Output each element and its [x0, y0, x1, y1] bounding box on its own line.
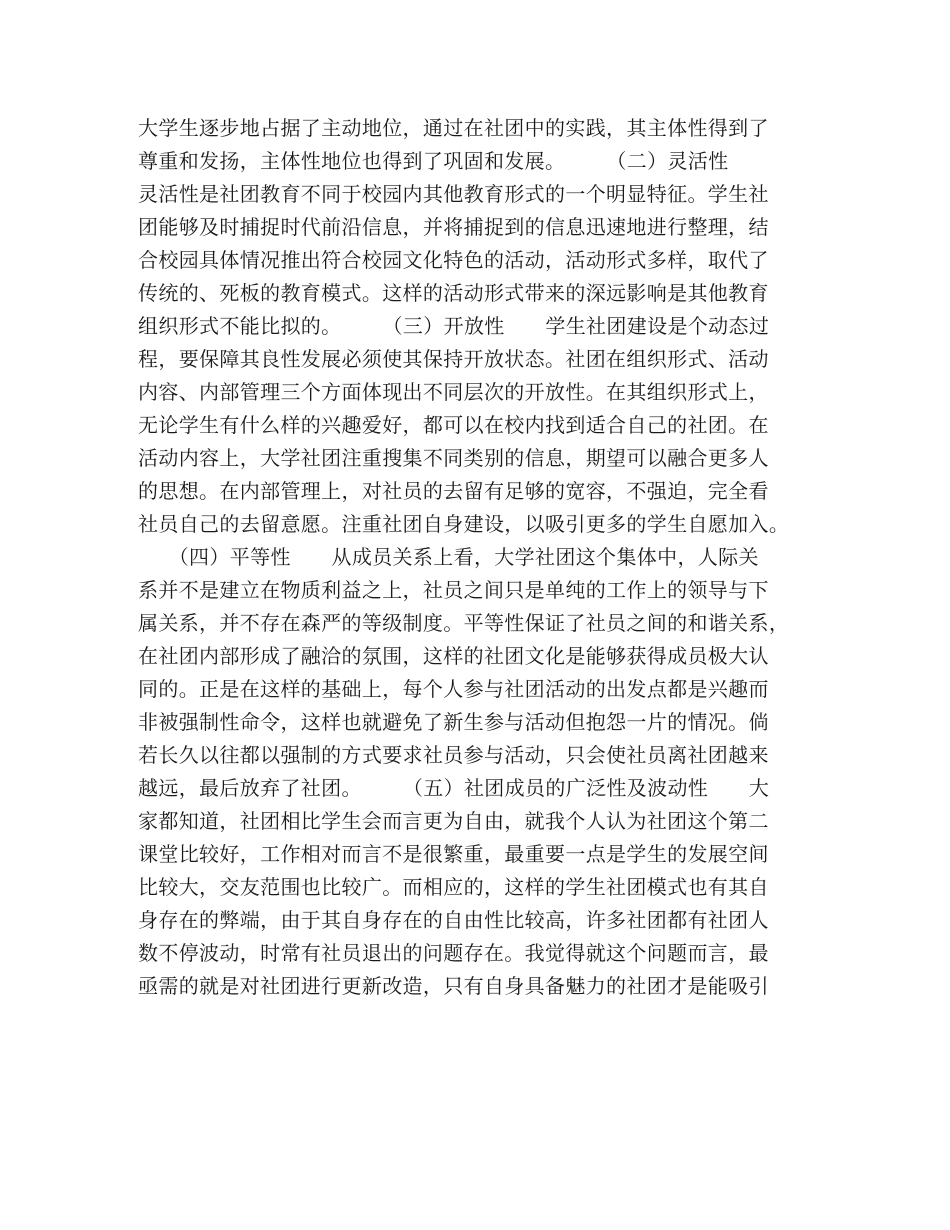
text-line: 身存在的弊端，由于其自身存在的自由性比较高，许多社团都有社团人	[138, 908, 769, 932]
text-line: 传统的、死板的教育模式。这样的活动形式带来的深远影响是其他教育	[138, 281, 769, 305]
text-line: 合校园具体情况推出符合校园文化特色的活动，活动形式多样，取代了	[138, 248, 769, 272]
text-line: 组织形式不能比拟的。 （三）开放性 学生社团建设是个动态过	[138, 314, 770, 338]
text-line: 团能够及时捕捉时代前沿信息，并将捕捉到的信息迅速地进行整理，结	[138, 215, 769, 239]
body-text	[138, 112, 822, 1003]
text-line: 在社团内部形成了融洽的氛围，这样的社团文化是能够获得成员极大认	[138, 644, 769, 668]
text-line: （四）平等性 从成员关系上看，大学社团这个集体中，人际关	[138, 545, 759, 569]
text-line: 系并不是建立在物质利益之上，社员之间只是单纯的工作上的领导与下	[138, 578, 769, 602]
text-line: 若长久以往都以强制的方式要求社员参与活动，只会使社员离社团越来	[138, 743, 769, 767]
text-line: 活动内容上，大学社团注重搜集不同类别的信息，期望可以融合更多人	[138, 446, 769, 470]
text-line: 比较大，交友范围也比较广。而相应的，这样的学生社团模式也有其自	[138, 875, 769, 899]
text-line: 尊重和发扬，主体性地位也得到了巩固和发展。 （二）灵活性	[138, 149, 729, 173]
text-line: 越远，最后放弃了社团。 （五）社团成员的广泛性及波动性 大	[138, 776, 770, 800]
text-line: 大学生逐步地占据了主动地位，通过在社团中的实践，其主体性得到了	[138, 116, 769, 140]
text-line: 社员自己的去留意愿。注重社团自身建设，以吸引更多的学生自愿加入。	[138, 512, 790, 536]
text-line: 内容、内部管理三个方面体现出不同层次的开放性。在其组织形式上，	[138, 380, 769, 404]
text-line: 无论学生有什么样的兴趣爱好，都可以在校内找到适合自己的社团。在	[138, 413, 769, 437]
text-line: 数不停波动，时常有社员退出的问题存在。我觉得就这个问题而言，最	[138, 941, 769, 965]
text-line: 同的。正是在这样的基础上，每个人参与社团活动的出发点都是兴趣而	[138, 677, 769, 701]
text-line: 课堂比较好，工作相对而言不是很繁重，最重要一点是学生的发展空间	[138, 842, 769, 866]
text-line: 的思想。在内部管理上，对社员的去留有足够的宽容，不强迫，完全看	[138, 479, 769, 503]
text-line: 亟需的就是对社团进行更新改造，只有自身具备魅力的社团才是能吸引	[138, 974, 769, 998]
text-line: 家都知道，社团相比学生会而言更为自由，就我个人认为社团这个第二	[138, 809, 769, 833]
text-line: 程，要保障其良性发展必须使其保持开放状态。社团在组织形式、活动	[138, 347, 769, 371]
text-line: 非被强制性命令，这样也就避免了新生参与活动但抱怨一片的情况。倘	[138, 710, 769, 734]
text-line: 灵活性是社团教育不同于校园内其他教育形式的一个明显特征。学生社	[138, 182, 769, 206]
text-line: 属关系，并不存在森严的等级制度。平等性保证了社员之间的和谐关系，	[138, 611, 790, 635]
